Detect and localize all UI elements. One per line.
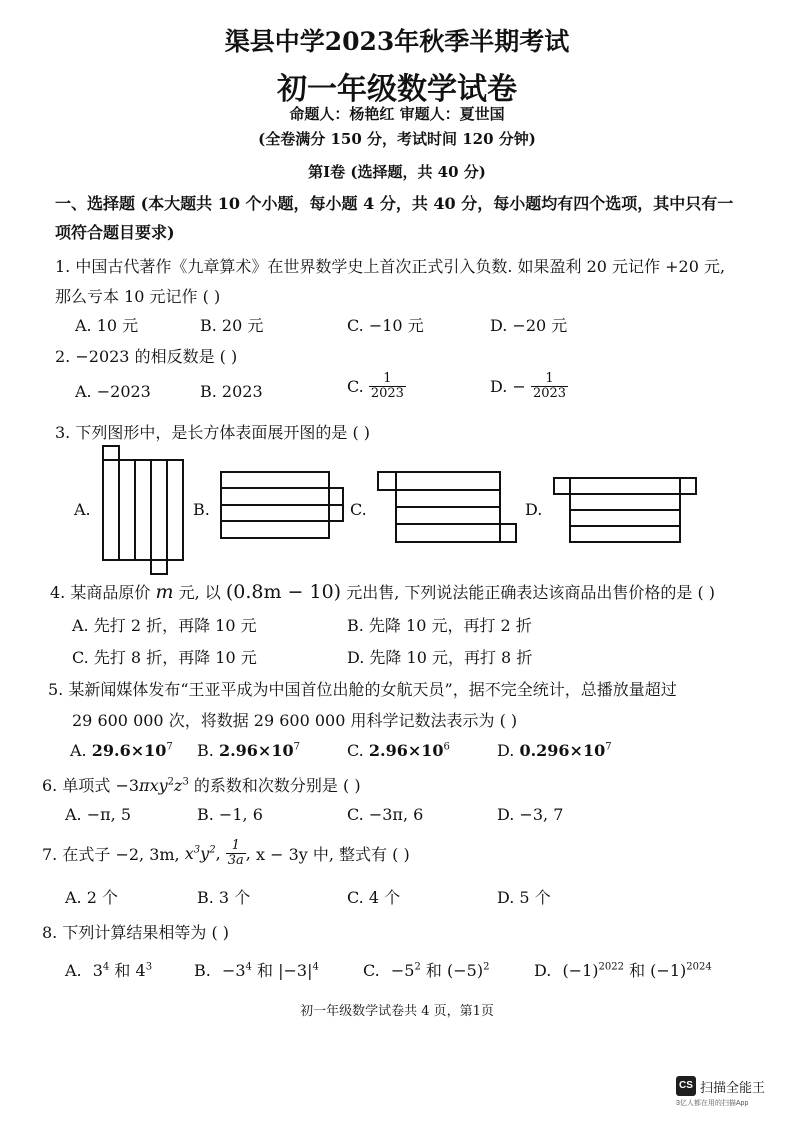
sci-exponent: 6 [443, 741, 450, 753]
sci-exponent: 7 [293, 741, 300, 753]
q2-stem: 2. −2023 的相反数是 ( ) [55, 347, 238, 366]
camscanner-tagline: 3亿人都在用的扫描App [676, 1100, 749, 1107]
q2-option-c-fraction [369, 372, 406, 401]
q7-fraction [226, 839, 246, 868]
q7-option-a[interactable]: A. 2 个 [65, 888, 118, 907]
q4-option-d[interactable]: D. 先降 10 元，再打 8 折 [347, 648, 533, 667]
q8-stem: 8. 下列计算结果相等为 ( ) [42, 923, 230, 942]
q5-stem-line1: 5. 某新闻媒体发布“王亚平成为中国首位出舱的女航天员”，据不完全统计，总播放量超过 [48, 680, 677, 699]
q7-option-b[interactable]: B. 3 个 [197, 888, 251, 907]
q4-option-b[interactable]: B. 先降 10 元，再打 2 折 [347, 616, 532, 635]
q7-stem-pre: 7. 在式子 −2, 3m, [42, 845, 180, 864]
q2-option-c[interactable] [347, 372, 406, 401]
q1-stem-line1: 1. 中国古代著作《九章算术》在世界数学史上首次正式引入负数. 如果盈利 20 元记作 +20 元, [55, 257, 726, 276]
q6-option-d[interactable]: D. −3, 7 [497, 805, 564, 824]
option-label: D. [497, 741, 515, 760]
q8-c-expr1: $-5^2$ [390, 961, 421, 980]
q8-d-expr1: $(-1)^{2022}$ [562, 961, 624, 980]
camscanner-logo-icon: CS [676, 1076, 696, 1096]
q7-option-c[interactable]: C. 4 个 [347, 888, 401, 907]
q7-option-d[interactable]: D. 5 个 [497, 888, 551, 907]
q6-option-c[interactable]: C. −3π, 6 [347, 805, 424, 824]
q1-option-a[interactable]: A. 10 元 [75, 316, 139, 335]
camscanner-name: 扫描全能王 [700, 1080, 766, 1095]
q3-net-a-figure [98, 444, 188, 578]
sci-exponent: 7 [166, 741, 173, 753]
q3-net-b-figure [218, 468, 348, 544]
q7-term-x3y2: $x^3y^2$ [184, 844, 216, 863]
q8-c-expr2: $(-5)^2$ [447, 961, 490, 980]
and-word: 和 [425, 961, 442, 980]
q1-option-d[interactable]: D. −20 元 [490, 316, 568, 335]
q6-option-a[interactable]: A. −π, 5 [65, 805, 131, 824]
sci-base: 2.96×10 [218, 741, 294, 760]
section-heading-line2: 项符合题目要求) [55, 223, 175, 242]
q6-stem [42, 773, 361, 796]
option-label: A. [65, 961, 82, 980]
q3-option-b-label[interactable]: B. [193, 500, 210, 519]
q1-option-b[interactable]: B. 20 元 [200, 316, 264, 335]
q5-stem-line2: 29 600 000 次，将数据 29 600 000 用科学记数法表示为 ( ) [72, 711, 518, 730]
fraction-denominator: 2023 [370, 386, 404, 401]
paper-title: 初一年级数学试卷 [277, 72, 517, 107]
option-label: A. [70, 741, 87, 760]
q2-option-d[interactable] [490, 372, 568, 401]
part-title: 第Ⅰ卷 (选择题，共 40 分) [308, 163, 486, 181]
authors-line: 命题人：杨艳红 审题人：夏世国 [289, 105, 505, 123]
q6-option-b[interactable]: B. −1, 6 [197, 805, 263, 824]
sci-exponent: 7 [605, 741, 612, 753]
q8-option-a[interactable] [65, 958, 152, 981]
q7-comma: , [245, 844, 251, 863]
and-word: 和 [114, 961, 131, 980]
q3-net-c-figure [374, 466, 520, 548]
q3-option-c-label[interactable]: C. [350, 500, 367, 519]
q2-option-d-label: D. − [490, 377, 526, 396]
option-label: C. [363, 961, 380, 980]
sci-base: 29.6×10 [91, 741, 167, 760]
q2-option-c-label: C. [347, 377, 364, 396]
q3-option-a-label[interactable]: A. [74, 500, 91, 519]
q8-option-d[interactable] [534, 958, 712, 981]
option-label: B. [197, 741, 214, 760]
and-word: 和 [257, 961, 274, 980]
q4-stem-post: 元出售, 下列说法能正确表达该商品出售价格的是 ( ) [346, 583, 716, 602]
q4-stem [50, 580, 715, 603]
q1-option-c[interactable]: C. −10 元 [347, 316, 424, 335]
q2-option-a[interactable]: A. −2023 [75, 382, 151, 401]
q5-option-d[interactable] [497, 741, 612, 760]
q5-option-a[interactable] [70, 741, 173, 760]
q3-option-d-label[interactable]: D. [525, 500, 543, 519]
q6-stem-pre: 6. 单项式 [42, 776, 111, 795]
fraction-numerator: 1 [226, 839, 246, 854]
q2-option-b[interactable]: B. 2023 [200, 382, 263, 401]
q3-net-d-figure [550, 472, 700, 546]
q8-b-expr2: $|-3|^4$ [278, 961, 319, 980]
q7-stem-post: x − 3y 中, 整式有 ( ) [255, 845, 410, 864]
q5-option-b[interactable] [197, 741, 300, 760]
school-title: 渠县中学2023年秋季半期考试 [224, 27, 570, 56]
sci-base: 2.96×10 [368, 741, 444, 760]
option-label: D. [534, 961, 552, 980]
q8-option-c[interactable] [363, 958, 489, 981]
q4-variable-m: m [155, 581, 174, 603]
q7-comma: , [215, 844, 221, 863]
q4-option-c[interactable]: C. 先打 8 折，再降 10 元 [72, 648, 257, 667]
fraction-numerator: 1 [531, 372, 568, 387]
q5-option-c[interactable] [347, 741, 450, 760]
q4-stem-pre: 4. 某商品原价 [50, 583, 151, 602]
score-info: (全卷满分 150 分，考试时间 120 分钟) [258, 130, 536, 148]
q8-a-expr2: $4^3$ [135, 961, 153, 980]
fraction-denominator: 3a [227, 853, 244, 868]
q8-b-expr1: $-3^4$ [221, 961, 252, 980]
q8-option-b[interactable] [194, 958, 319, 981]
section-heading-line1: 一、选择题 (本大题共 10 个小题，每小题 4 分，共 40 分，每小题均有四个选项，其中只有一 [55, 194, 734, 213]
q4-expression: (0.8m − 10) [225, 581, 342, 603]
q6-monomial: $-3\pi xy^2z^3$ [115, 776, 189, 795]
page-footer: 初一年级数学试卷共 4 页，第1页 [300, 1004, 494, 1019]
sci-base: 0.296×10 [519, 741, 606, 760]
and-word: 和 [629, 961, 646, 980]
fraction-denominator: 2023 [532, 386, 567, 401]
q3-stem: 3. 下列图形中，是长方体表面展开图的是 ( ) [55, 423, 371, 442]
option-label: C. [347, 741, 364, 760]
q6-stem-post: 的系数和次数分别是 ( ) [193, 776, 361, 795]
q8-d-expr2: $(-1)^{2024}$ [650, 961, 712, 980]
q1-stem-line2: 那么亏本 10 元记作 ( ) [55, 287, 221, 306]
q4-stem-mid: 元, 以 [178, 583, 221, 602]
q4-option-a[interactable]: A. 先打 2 折，再降 10 元 [72, 616, 257, 635]
q8-a-expr1: $3^4$ [92, 961, 110, 980]
q7-stem [42, 839, 410, 868]
fraction-numerator: 1 [369, 372, 406, 387]
q2-option-d-fraction [531, 372, 568, 401]
option-label: B. [194, 961, 211, 980]
